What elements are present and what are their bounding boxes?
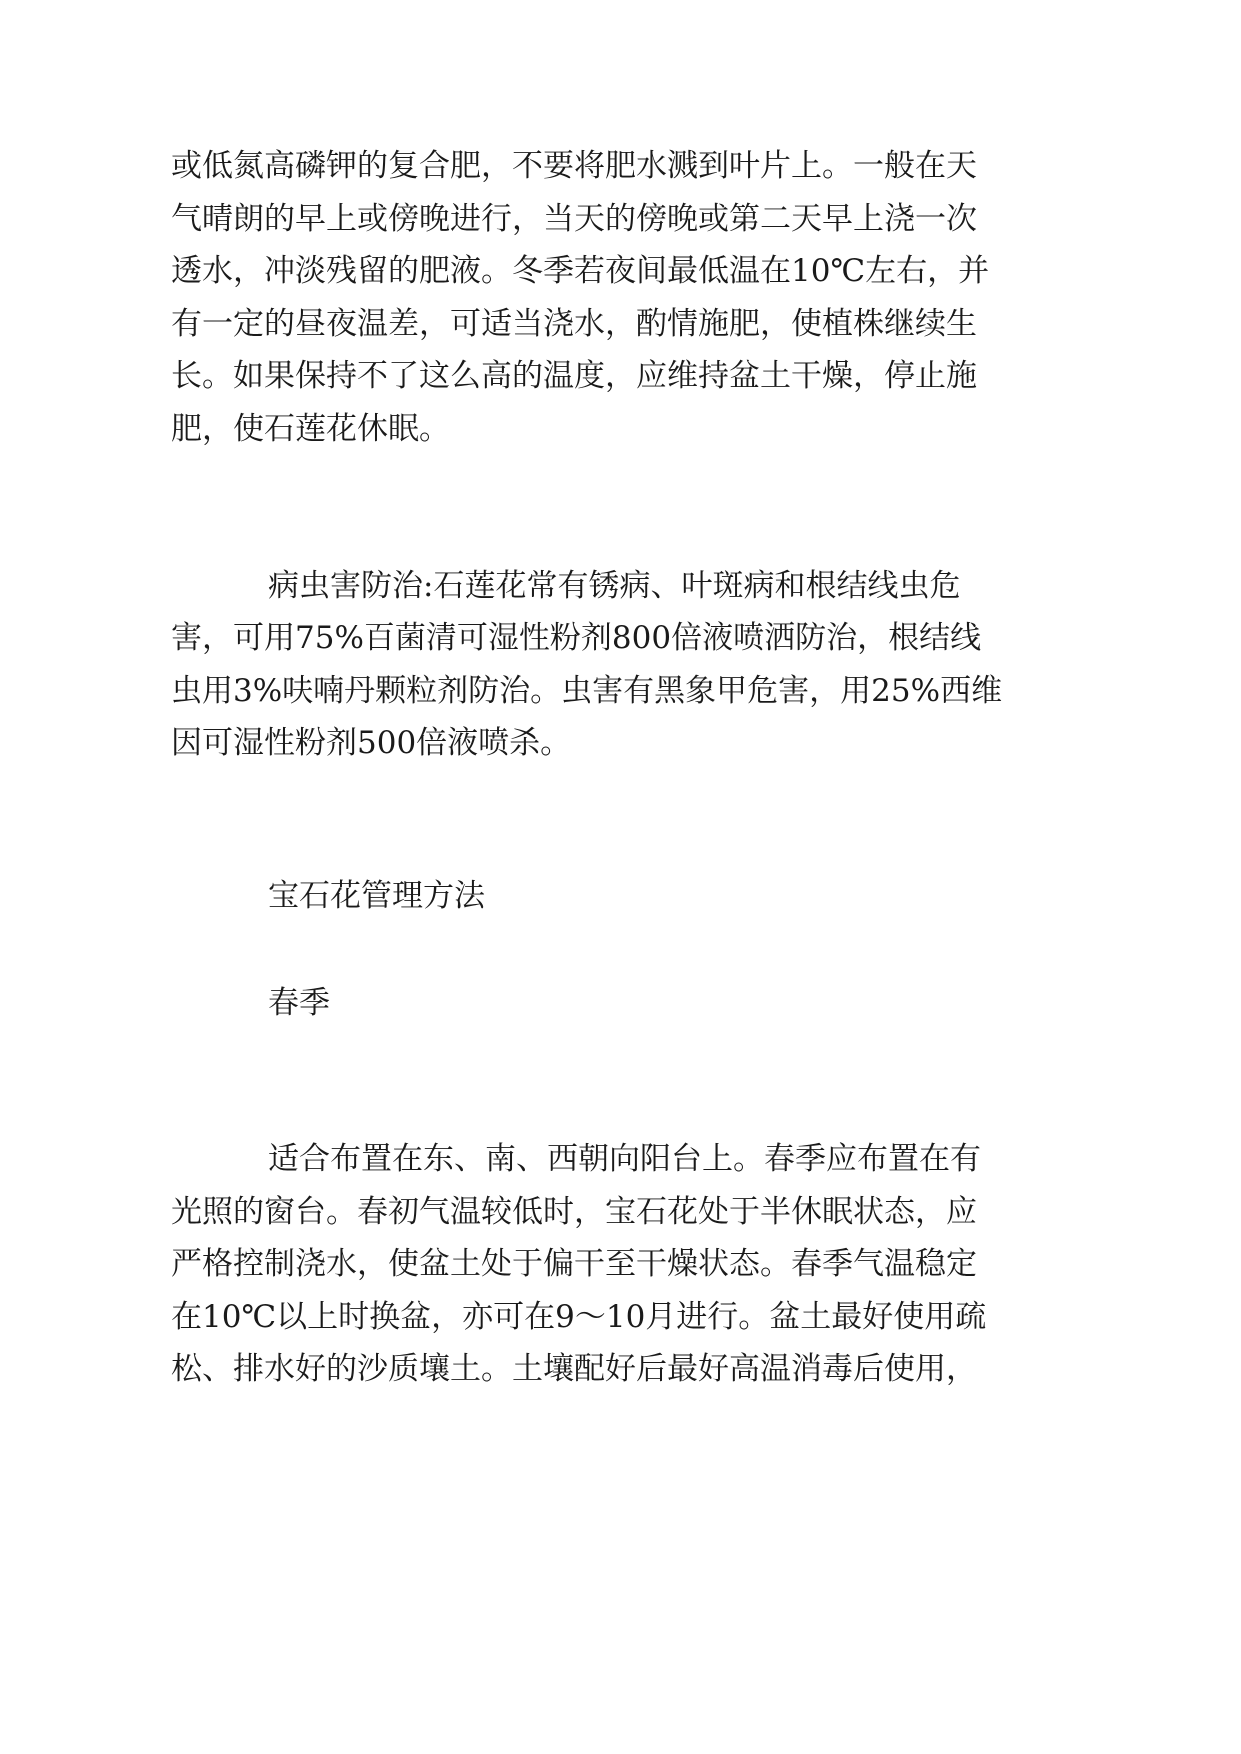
line-text: 气晴朗的早上或傍晚进行，当天的傍晚或第二天早上浇一次 bbox=[171, 201, 977, 237]
paragraph-line bbox=[0, 304, 1241, 344]
section-heading bbox=[0, 876, 1241, 916]
paragraph-line bbox=[0, 1244, 1241, 1284]
heading-text: 宝石花管理方法 bbox=[268, 878, 485, 914]
paragraph-line bbox=[0, 1349, 1241, 1389]
line-text: 严格控制浇水，使盆土处于偏干至干燥状态。春季气温稳定 bbox=[171, 1246, 977, 1282]
line-text: 或低氮高磷钾的复合肥，不要将肥水溅到叶片上。一般在天 bbox=[171, 148, 977, 184]
line-text: 长。如果保持不了这么高的温度，应维持盆土干燥，停止施 bbox=[171, 358, 977, 394]
paragraph-line bbox=[0, 1139, 1241, 1179]
line-text: 肥，使石莲花休眠。 bbox=[171, 411, 450, 447]
paragraph-line bbox=[0, 618, 1241, 658]
line-text: 因可湿性粉剂500倍液喷杀。 bbox=[171, 725, 572, 761]
line-text: 有一定的昼夜温差，可适当浇水，酌情施肥，使植株继续生 bbox=[171, 306, 977, 342]
paragraph-line bbox=[0, 1297, 1241, 1337]
paragraph-line bbox=[0, 723, 1241, 763]
line-text: 松、排水好的沙质壤土。土壤配好后最好高温消毒后使用， bbox=[171, 1351, 977, 1387]
line-text: 透水，冲淡残留的肥液。冬季若夜间最低温在10℃左右，并 bbox=[171, 253, 990, 289]
paragraph-line bbox=[0, 566, 1241, 606]
line-text: 光照的窗台。春初气温较低时，宝石花处于半休眠状态，应 bbox=[171, 1194, 977, 1230]
paragraph-line bbox=[0, 199, 1241, 239]
paragraph-line bbox=[0, 671, 1241, 711]
paragraph-line bbox=[0, 1192, 1241, 1232]
paragraph-line bbox=[0, 409, 1241, 449]
subheading-text: 春季 bbox=[268, 985, 330, 1021]
line-text: 虫用3%呋喃丹颗粒剂防治。虫害有黑象甲危害，用25%西维 bbox=[171, 673, 1003, 709]
paragraph-line bbox=[0, 251, 1241, 291]
paragraph-line bbox=[0, 356, 1241, 396]
line-text: 适合布置在东、南、西朝向阳台上。春季应布置在有 bbox=[268, 1141, 981, 1177]
line-text: 在10℃以上时换盆，亦可在9～10月进行。盆土最好使用疏 bbox=[171, 1299, 987, 1335]
paragraph-line bbox=[0, 146, 1241, 186]
season-subheading bbox=[0, 983, 1241, 1023]
line-text: 害，可用75%百菌清可湿性粉剂800倍液喷洒防治，根结线 bbox=[171, 620, 982, 656]
line-text: 病虫害防治:石莲花常有锈病、叶斑病和根结线虫危 bbox=[268, 568, 961, 604]
